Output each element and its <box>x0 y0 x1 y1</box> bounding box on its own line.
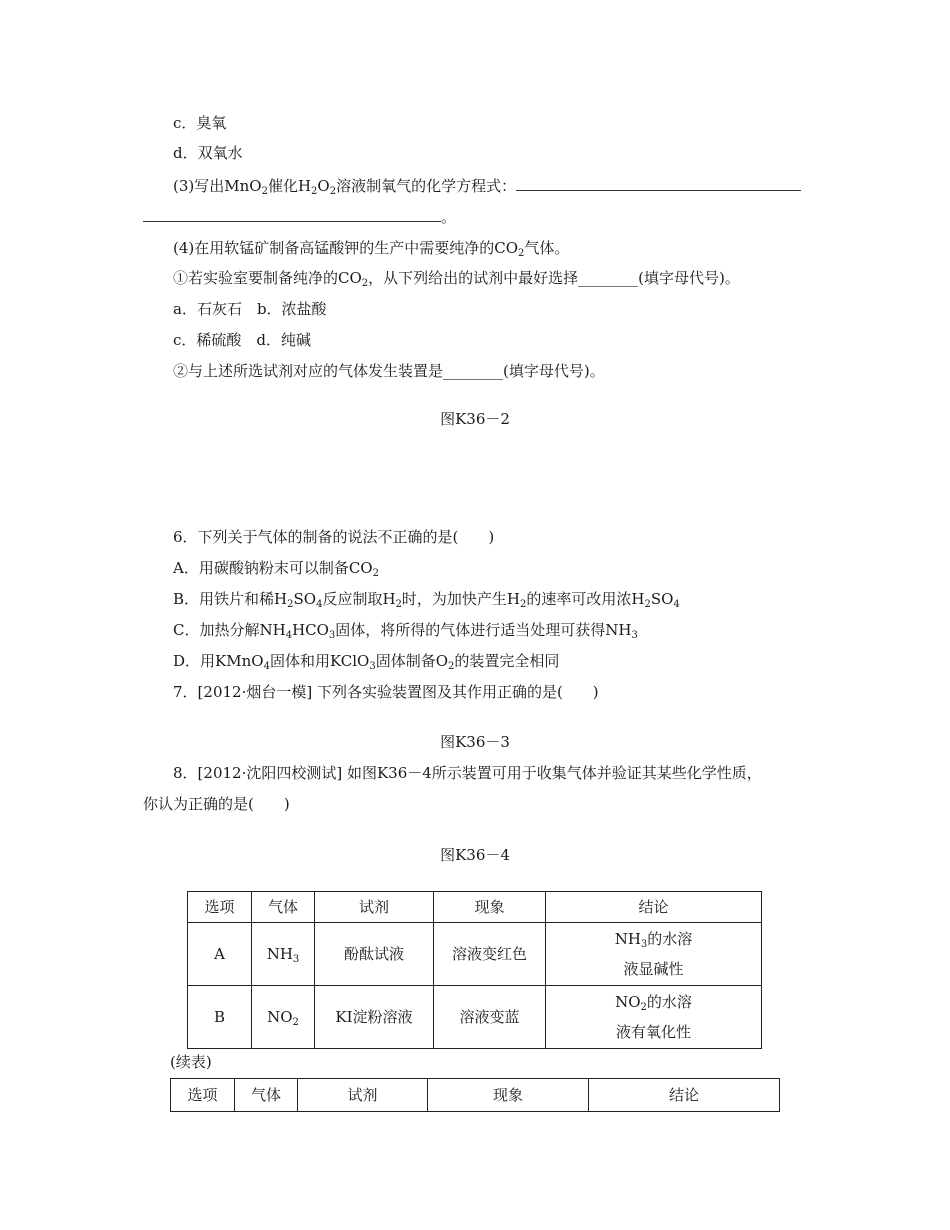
header-reagent: 试剂 <box>315 892 434 923</box>
figure-caption-k36-3: 图K36－3 <box>440 733 510 751</box>
part3-text: (3)写出MnO$_2$催化$H_2O_2$溶液制氧气的化学方程式： <box>173 176 801 196</box>
cell-phenomenon: 溶液变红色 <box>434 923 546 986</box>
cell-option: B <box>188 986 252 1049</box>
continued-table-label: (续表) <box>170 1053 212 1071</box>
part4-options-cd: c．稀硫酸 d．纯碱 <box>173 331 312 349</box>
answer-blank-cont[interactable] <box>143 207 441 222</box>
cell-conclusion: $NH_3$的水溶 液显碱性 <box>546 923 762 986</box>
cell-gas: $NO_2$ <box>252 986 315 1049</box>
q8-stem-line2: 你认为正确的是( ) <box>143 795 290 813</box>
q6-option-a: A．用碳酸钠粉末可以制备$CO_2$ <box>173 559 379 579</box>
q6-option-b: B．用铁片和稀$H_2SO_4$反应制取$H_2$时，为加快产生$H_2$的速率可改用浓$H_2SO_4$ <box>173 590 680 610</box>
cell-reagent: 酚酞试液 <box>315 923 434 986</box>
header-conclusion: 结论 <box>589 1079 780 1112</box>
cell-reagent: KI淀粉溶液 <box>315 986 434 1049</box>
header-option: 选项 <box>188 892 252 923</box>
figure-caption-k36-4: 图K36－4 <box>440 846 510 864</box>
q6-option-d: D．用KMnO$_4$固体和用KClO$_3$固体制备$O_2$的装置完全相同 <box>173 652 560 672</box>
table-row <box>188 923 762 986</box>
part3-continuation: 。 <box>143 207 456 227</box>
header-gas: 气体 <box>252 892 315 923</box>
header-phenomenon: 现象 <box>428 1079 589 1112</box>
q6-stem: 6．下列关于气体的制备的说法不正确的是( ) <box>173 528 495 546</box>
cell-option: A <box>188 923 252 986</box>
answer-blank[interactable] <box>516 176 801 191</box>
figure-caption-k36-2: 图K36－2 <box>440 410 510 428</box>
part4-intro: (4)在用软锰矿制备高锰酸钾的生产中需要纯净的$CO_2$气体。 <box>173 239 570 259</box>
header-reagent: 试剂 <box>298 1079 428 1112</box>
header-option: 选项 <box>171 1079 235 1112</box>
q6-option-c: C．加热分解$NH_4HCO_3$固体，将所得的气体进行适当处理可获得$NH_3$ <box>173 621 638 641</box>
part4-options-ab: a．石灰石 b．浓盐酸 <box>173 300 327 318</box>
q8-stem-line1: 8．[2012·沈阳四校测试] 如图K36－4所示装置可用于收集气体并验证其某些化学性质， <box>173 764 762 782</box>
options-table <box>187 891 762 1049</box>
table-row <box>188 986 762 1049</box>
header-phenomenon: 现象 <box>434 892 546 923</box>
table-header-row <box>171 1079 780 1112</box>
table-header-row <box>188 892 762 923</box>
header-conclusion: 结论 <box>546 892 762 923</box>
cell-gas: $NH_3$ <box>252 923 315 986</box>
part4-sub1: ①若实验室要制备纯净的$CO_2$，从下列给出的试剂中最好选择________(填字母代号)。 <box>173 269 740 289</box>
part4-sub2: ②与上述所选试剂对应的气体发生装置是________(填字母代号)。 <box>173 362 605 380</box>
q7-stem: 7．[2012·烟台一模] 下列各实验装置图及其作用正确的是( ) <box>173 683 599 701</box>
continued-table <box>170 1078 780 1112</box>
option-c: c．臭氧 <box>173 114 227 132</box>
option-d: d．双氧水 <box>173 144 243 162</box>
cell-phenomenon: 溶液变蓝 <box>434 986 546 1049</box>
header-gas: 气体 <box>235 1079 298 1112</box>
cell-conclusion: $NO_2$的水溶 液有氧化性 <box>546 986 762 1049</box>
